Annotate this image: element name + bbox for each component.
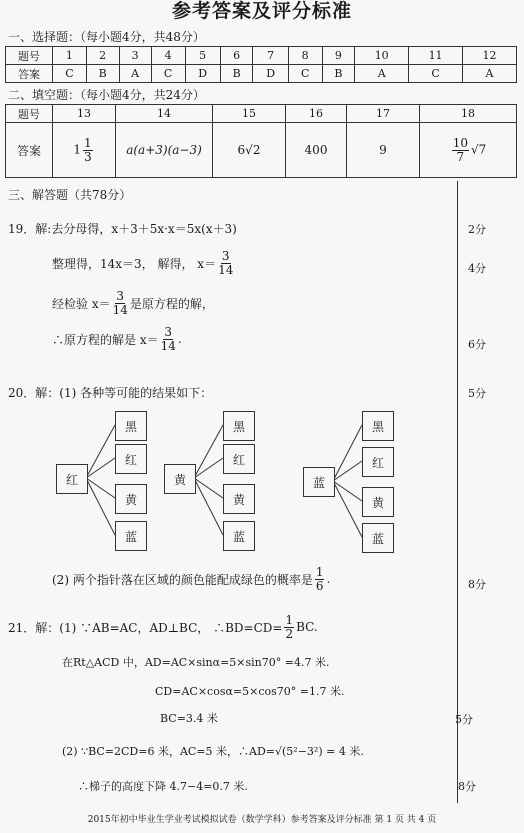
numerator: 1 — [285, 613, 294, 627]
question-number: 3 — [119, 47, 151, 65]
score-label: 4分 — [468, 262, 486, 275]
fraction — [284, 614, 294, 640]
q21-line1 — [8, 614, 318, 640]
denominator: 2 — [285, 626, 294, 641]
question-number: 5 — [185, 47, 220, 65]
fraction — [315, 566, 325, 592]
row-label: 题号 — [6, 47, 53, 65]
tree-leaf-box: 红 — [223, 444, 255, 474]
denominator: 7 — [456, 149, 465, 164]
answer-14: a(a+3)(a−3) — [116, 123, 213, 178]
answer-cell: A — [119, 65, 151, 83]
tree-leaf-box: 蓝 — [115, 521, 147, 551]
q19-line1: 19．解:去分母得，x＋3＋5x·x＝5x(x＋3) — [8, 222, 237, 236]
score-label: 5分 — [468, 387, 486, 400]
answer-cell: C — [288, 65, 322, 83]
q20-line2 — [52, 566, 330, 592]
q21-line1-text: 21．解：(1) ∵AB=AC，AD⊥BC， ∴BD=CD= — [8, 620, 283, 635]
q20-line1: 20．解：(1) 各种等可能的结果如下： — [8, 386, 213, 400]
numerator: 1 — [84, 135, 92, 150]
tree-leaf-box: 黄 — [362, 487, 394, 517]
q19-line3-tail: 是原方程的解， — [129, 296, 214, 311]
score-label: 6分 — [468, 338, 486, 351]
question-number: 18 — [420, 105, 517, 123]
page-title: 参考答案及评分标准 — [171, 0, 352, 22]
q21-line5: (2) ∵BC=2CD=6 米，AC=5 米，∴AD=√(5²−3²) = 4 米. — [62, 745, 364, 758]
question-number: 16 — [286, 105, 347, 123]
tree-leaf-box: 黑 — [362, 411, 394, 441]
answer-cell: C — [151, 65, 185, 83]
question-number: 4 — [151, 47, 185, 65]
tree-leaf-box: 黑 — [223, 411, 255, 441]
denominator: 14 — [112, 302, 128, 317]
question-number: 7 — [253, 47, 288, 65]
answer-cell: C — [53, 65, 87, 83]
section3-heading: 三、解答题（共78分） — [8, 188, 132, 202]
question-number: 8 — [288, 47, 322, 65]
question-number: 9 — [322, 47, 355, 65]
q19-line4-text: ∴原方程的解是 x＝ — [52, 332, 159, 347]
tree-root-box: 蓝 — [303, 467, 335, 497]
q21-line3: CD=AC×cosα=5×cos70° =1.7 米. — [155, 685, 345, 698]
question-number: 12 — [463, 47, 517, 65]
denominator: 6 — [315, 578, 324, 593]
question-number: 17 — [347, 105, 420, 123]
answer-cell: D — [253, 65, 288, 83]
tree-root-box: 黄 — [164, 464, 196, 494]
tree-leaf-box: 黄 — [115, 484, 147, 514]
tree-leaf-box: 黄 — [223, 484, 255, 514]
row-label: 答案 — [6, 123, 53, 178]
q21-line6: ∴梯子的高度下降 4.7−4=0.7 米. — [78, 780, 248, 793]
numerator: 3 — [164, 325, 173, 339]
question-number: 2 — [86, 47, 119, 65]
tree-leaf-box: 蓝 — [223, 521, 255, 551]
answer-cell: D — [185, 65, 220, 83]
numerator: 3 — [116, 289, 125, 303]
q19-line2-text: 整理得，14x＝3， 解得， x＝ — [52, 256, 217, 271]
answer-cell: A — [463, 65, 517, 83]
numerator: 3 — [221, 249, 230, 263]
question-number: 6 — [220, 47, 253, 65]
q21-line4: BC=3.4 米 — [160, 712, 218, 725]
score-label: 8分 — [468, 578, 486, 591]
answer-cell: C — [409, 65, 463, 83]
score-label: 8分 — [458, 780, 476, 793]
mixed-whole: 1 — [73, 142, 81, 157]
answer-17: 9 — [347, 123, 420, 178]
denominator: 14 — [218, 262, 234, 277]
sqrt-term: √7 — [471, 142, 487, 157]
denominator: 14 — [160, 338, 176, 353]
question-number: 11 — [409, 47, 463, 65]
numerator: 1 — [315, 565, 324, 579]
question-number: 1 — [53, 47, 87, 65]
row-label: 答案 — [6, 65, 53, 83]
q20-line2-text: (2) 两个指针落在区域的颜色能配成绿色的概率是 — [52, 572, 313, 587]
question-number: 10 — [355, 47, 409, 65]
q21-line2: 在Rt△ACD 中，AD=AC×sinα=5×sin70° =4.7 米. — [62, 656, 330, 669]
answer-cell: B — [220, 65, 253, 83]
answer-cell: A — [355, 65, 409, 83]
answer-16: 400 — [286, 123, 347, 178]
score-label: 5分 — [455, 713, 473, 726]
answer-15: 6√2 — [213, 123, 286, 178]
score-label: 2分 — [468, 223, 486, 236]
denominator: 3 — [84, 149, 92, 164]
section1-heading: 一、选择题：（每小题4分，共48分） — [8, 30, 205, 44]
answer-cell: B — [86, 65, 119, 83]
section2-heading: 二、填空题：（每小题4分，共24分） — [8, 88, 205, 102]
question-number: 13 — [53, 105, 116, 123]
tree-leaf-box: 黑 — [115, 411, 147, 441]
question-number: 15 — [213, 105, 286, 123]
tree-leaf-box: 红 — [115, 444, 147, 474]
tree-root-box: 红 — [56, 464, 88, 494]
page-footer: 2015年初中毕业生学业考试模拟试卷（数学学科）参考答案及评分标准 第 1 页 共 4 页 — [87, 815, 437, 825]
q20-line2-tail: . — [326, 572, 331, 587]
tree-leaf-box: 蓝 — [362, 523, 394, 553]
tree-leaf-box: 红 — [362, 447, 394, 477]
q21-line1-tail: BC. — [296, 620, 318, 635]
answer-cell: B — [322, 65, 355, 83]
numerator: 10 — [452, 135, 468, 150]
q19-line3-text: 经检验 x＝ — [52, 296, 111, 311]
q19-line4-tail: . — [177, 332, 182, 347]
question-number: 14 — [116, 105, 213, 123]
row-label: 题号 — [6, 105, 53, 123]
